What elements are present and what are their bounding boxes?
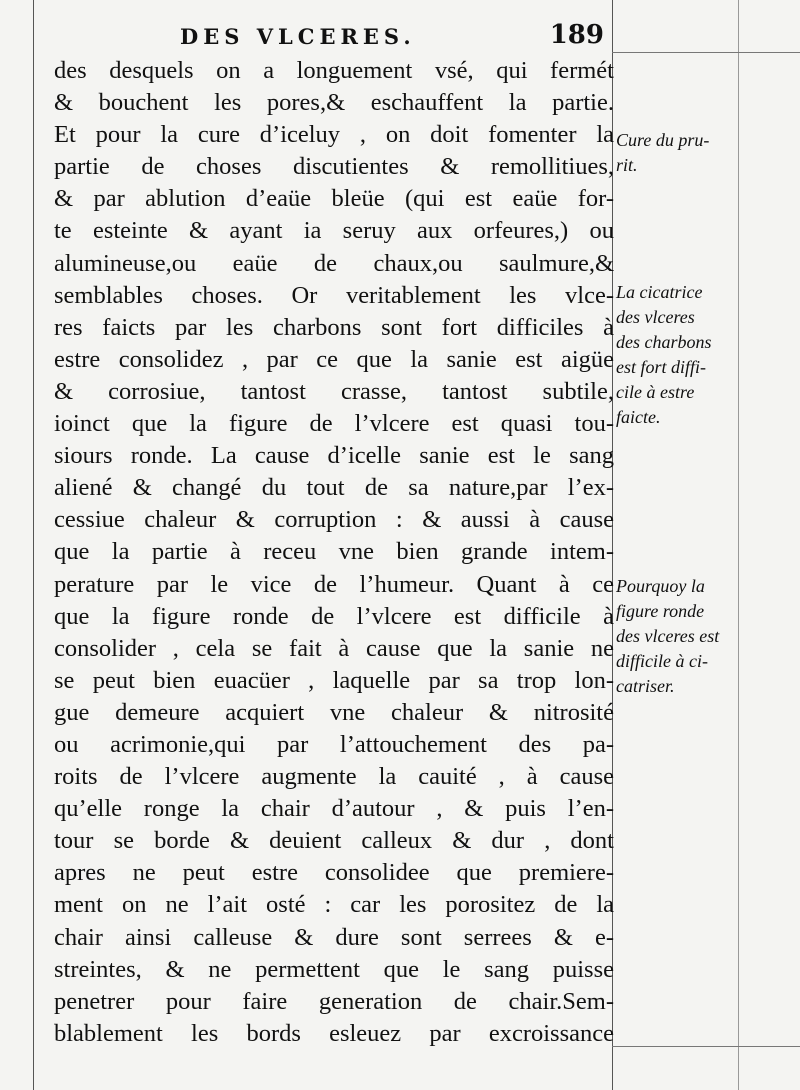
margin-note-line: faicte. xyxy=(616,407,661,427)
margin-note-line: cile à estre xyxy=(616,382,695,402)
margin-rule-top xyxy=(612,52,800,53)
margin-note-line: catriser. xyxy=(616,676,675,696)
margin-note-line: des vlceres est xyxy=(616,626,720,646)
margin-note-cicatrice xyxy=(616,280,740,430)
text-line: & par ablution d’eaüe bleüe (qui est eaüe for- xyxy=(54,185,614,213)
text-line: ment on ne l’ait osté : car les porositez de la xyxy=(54,891,614,919)
text-line: Et pour la cure d’iceluy , on doit fomenter la xyxy=(54,121,614,149)
body-text xyxy=(54,55,614,1050)
text-line: siours ronde. La cause d’icelle sanie est le sang xyxy=(54,442,614,470)
margin-note-line: figure ronde xyxy=(616,601,705,621)
page-header xyxy=(60,22,612,54)
margin-note-line: des charbons xyxy=(616,332,712,352)
text-line: penetrer pour faire generation de chair.Sem- xyxy=(54,987,614,1015)
text-line: gue demeure acquiert vne chaleur & nitrosité xyxy=(54,698,614,726)
text-line: ioinct que la figure de l’vlcere est quasi tou- xyxy=(54,410,614,438)
text-line: que la figure ronde de l’vlcere est difficile à xyxy=(54,602,614,630)
margin-note-line: est fort diffi- xyxy=(616,357,706,377)
text-line: alumineuse,ou eaüe de chaux,ou saulmure,& xyxy=(54,249,614,277)
margin-note-line: Cure du pru- xyxy=(616,130,710,150)
text-line: chair ainsi calleuse & dure sont serrees & e- xyxy=(54,923,614,951)
text-line: semblables choses. Or veritablement les vlce- xyxy=(54,281,614,309)
margin-note-line: difficile à ci- xyxy=(616,651,708,671)
text-line: se peut bien euacüer , laquelle par sa trop lon- xyxy=(54,666,614,694)
margin-note-line: Pourquoy la xyxy=(616,576,705,596)
text-line: des desquels on a longuement vsé, qui fermét xyxy=(54,57,614,84)
text-line: tour se borde & deuient calleux & dur , dont xyxy=(54,827,614,855)
text-line: roits de l’vlcere augmente la cauité , à cause xyxy=(54,763,614,791)
margin-note-line: La cicatrice xyxy=(616,282,703,302)
text-line: estre consolidez , par ce que la sanie est aigüe xyxy=(54,345,614,373)
margin-note-line: des vlceres xyxy=(616,307,695,327)
text-line: streintes, & ne permettent que le sang puisse xyxy=(54,955,614,983)
text-line: qu’elle ronge la chair d’autour , & puis l’en- xyxy=(54,795,614,823)
text-line: cessiue chaleur & corruption : & aussi à cause xyxy=(54,506,614,534)
text-line: & bouchent les pores,& eschauffent la partie. xyxy=(54,89,614,117)
margin-rule-bottom xyxy=(612,1046,800,1047)
text-line: apres ne peut estre consolidee que premiere- xyxy=(54,859,614,887)
text-line: ou acrimonie,qui par l’attouchement des pa- xyxy=(54,730,614,758)
margin-note-pourquoy xyxy=(616,574,740,699)
text-line: te esteinte & ayant ia seruy aux orfeures,) ou xyxy=(54,217,614,245)
text-line: blablement les bords esleuez par excroissance xyxy=(54,1019,614,1047)
running-head: DES VLCERES. xyxy=(180,24,416,49)
text-line: partie de choses discutientes & remollitiues, xyxy=(54,153,614,181)
text-line: res faicts par les charbons sont fort difficiles à xyxy=(54,313,614,341)
margin-note-cure xyxy=(616,128,740,178)
margin-note-line: rit. xyxy=(616,155,638,175)
binding-rule-left xyxy=(33,0,34,1090)
text-line: perature par le vice de l’humeur. Quant à ce xyxy=(54,570,614,598)
text-line: que la partie à receu vne bien grande intem- xyxy=(54,538,614,566)
text-line: consolider , cela se fait à cause que la sanie ne xyxy=(54,634,614,662)
text-line: aliené & changé du tout de sa nature,par l’ex- xyxy=(54,474,614,502)
text-line: & corrosiue, tantost crasse, tantost subtile, xyxy=(54,377,614,405)
page-number: 189 xyxy=(549,20,604,50)
